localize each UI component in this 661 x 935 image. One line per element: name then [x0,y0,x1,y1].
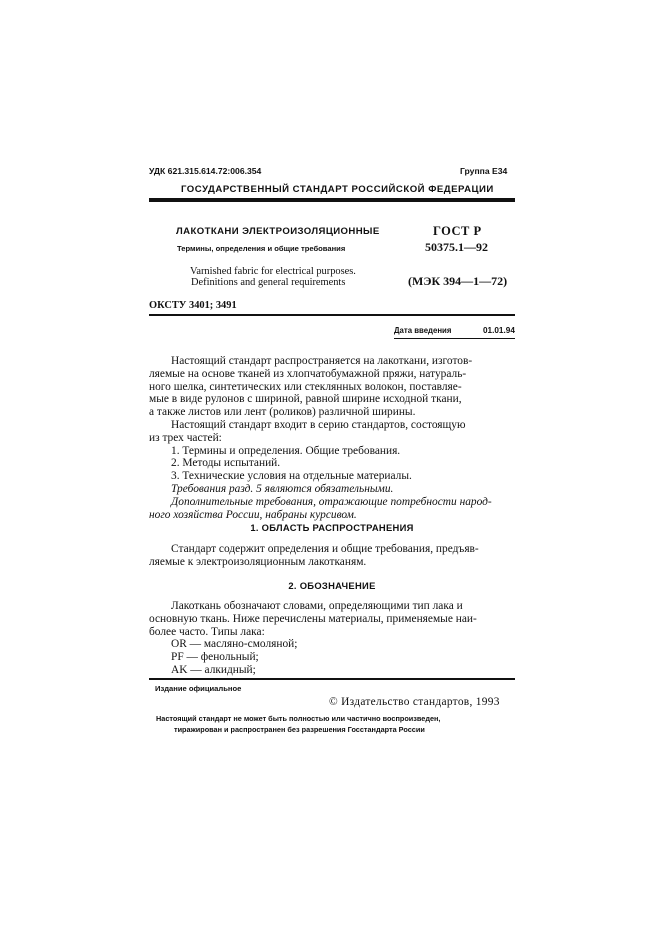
title-thin-rule [149,314,515,316]
udk-code: УДК 621.315.614.72:006.354 [149,166,262,176]
intro-line: Настоящий стандарт распространяется на лакоткани, изготов- [171,355,473,367]
reproduction-notice-line2: тиражирован и распространен без разрешения Госстандарта России [174,725,425,734]
part-item: 1. Термины и определения. Общие требования. [171,444,401,457]
section2-line: более часто. Типы лака: [149,625,265,638]
varnish-type-item: AK — алкидный; [171,663,256,676]
part-item: 3. Технические условия на отдельные материалы. [171,470,412,483]
date-underline-rule [394,338,515,339]
part-item: 2. Методы испытаний. [171,457,281,470]
footer-rule [149,678,515,680]
gost-number: 50375.1—92 [425,240,488,254]
section2-text [149,600,515,677]
varnish-type-item: PF — фенольный; [171,651,259,664]
additional-note-line: ного хозяйства России, набраны курсивом. [149,508,357,521]
section2-heading: 2. ОБОЗНАЧЕНИЕ [288,580,376,591]
document-subtitle: Термины, определения и общие требования [177,244,346,253]
section1-line: ляемые к электроизоляционным лакотканям. [149,555,367,568]
intro-line: ляемые на основе тканей из хлопчатобумажной пряжи, натураль- [149,367,467,380]
intro-line: ного шелка, синтетических или стеклянных волокон, поставляе- [149,380,462,393]
title-english-line1: Varnished fabric for electrical purposes. [190,266,356,277]
reproduction-notice-line1: Настоящий стандарт не может быть полностью или частично воспроизведен, [156,714,441,723]
header-thick-rule [149,198,515,202]
title-english-line2: Definitions and general requirements [191,277,346,288]
series-line: из трех частей: [149,431,222,444]
group-code: Группа Е34 [460,166,508,176]
intro-line: а также листов или лент (роликов) различной ширины. [149,406,416,419]
copyright-line: © Издательство стандартов, 1993 [329,696,500,708]
document-title: ЛАКОТКАНИ ЭЛЕКТРОИЗОЛЯЦИОННЫЕ [176,226,380,237]
varnish-type-item: OR — масляно-смоляной; [171,638,298,651]
iec-reference: (МЭК 394—1—72) [408,274,508,288]
intro-date-value: 01.01.94 [483,326,515,335]
section1-heading: 1. ОБЛАСТЬ РАСПРОСТРАНЕНИЯ [250,522,414,533]
intro-date-label: Дата введения [394,326,452,335]
gost-label: ГОСТ Р [433,224,482,238]
section1-text [149,543,515,569]
mandatory-note: Требования разд. 5 являются обязательными. [171,482,394,495]
additional-note-line: Дополнительные требования, отражающие потребности народ- [171,495,492,508]
standard-org: ГОСУДАРСТВЕННЫЙ СТАНДАРТ РОССИЙСКОЙ ФЕДЕРАЦИИ [181,184,494,195]
section1-line: Стандарт содержит определения и общие требования, предъяв- [171,543,479,555]
intro-line: мые в виде рулонов с шириной, равной ширине исходной ткани, [149,393,462,406]
edition-note: Издание официальное [155,684,242,693]
series-line: Настоящий стандарт входит в серию стандартов, состоящую [171,418,466,431]
okstu-code: ОКСТУ 3401; 3491 [149,300,237,311]
intro-paragraph [149,355,515,521]
section2-line: основную ткань. Ниже перечислены материалы, применяемые наи- [149,612,477,625]
section2-line: Лакоткань обозначают словами, определяющими тип лака и [171,600,463,612]
